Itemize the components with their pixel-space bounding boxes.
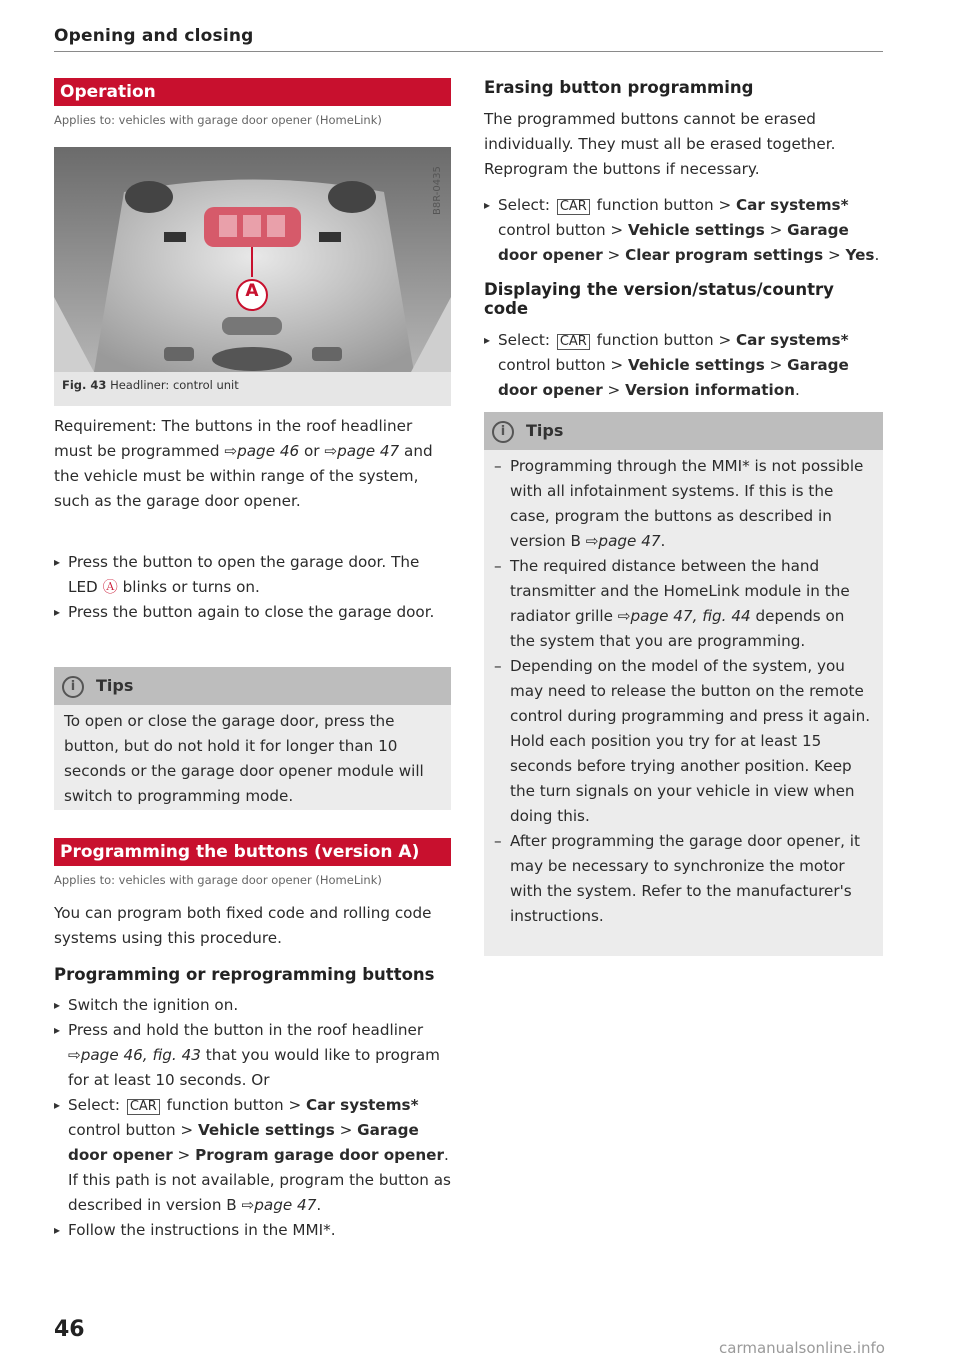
tips-header: i Tips xyxy=(484,412,883,450)
erasing-title: Erasing button programming xyxy=(484,78,754,97)
tips-body xyxy=(484,450,883,935)
callout-a: A xyxy=(245,281,259,301)
tips-header: i Tips xyxy=(54,667,451,705)
figure-label: Fig. 43 xyxy=(62,378,107,392)
car-button-label: CAR xyxy=(557,199,590,215)
programming-applies: Applies to: vehicles with garage door opener (HomeLink) xyxy=(54,873,382,887)
programming-section xyxy=(54,838,451,1243)
programming-title: Programming the buttons (version A) xyxy=(54,838,451,866)
requirement-block xyxy=(54,414,451,514)
erasing-body: The programmed buttons cannot be erased individually. They must all be erased together. Reprogram the buttons if necessary. xyxy=(484,110,836,178)
list-item: ▸ Select: CAR function button > Car systems* control button > Vehicle settings > Garage door opener > Program garage door opener. If this path is not available, program the button as described in version B ⇨page 47. xyxy=(54,1093,451,1218)
list-item: ▸ Press the button again to close the garage door. xyxy=(54,600,451,625)
list-item: ▸ Press and hold the button in the roof headliner ⇨page 46, fig. 43 that you would like to program for at least 10 seconds. Or xyxy=(54,1018,451,1093)
figure-code: B8R-0435 xyxy=(432,166,443,215)
page-ref-link[interactable]: ⇨page 47 xyxy=(241,1196,317,1214)
info-icon: i xyxy=(62,676,84,698)
car-button-label: CAR xyxy=(127,1099,160,1115)
page-ref-link[interactable]: ⇨page 47, fig. 44 xyxy=(617,607,751,625)
tips-body: To open or close the garage door, press the button, but do not hold it for longer than 10 seconds or the garage door opener module will switch to programming mode. xyxy=(64,712,424,805)
list-item: ▸ Press the button to open the garage door. The LED Ⓐ blinks or turns on. xyxy=(54,550,451,600)
page-ref-link[interactable]: ⇨page 47 xyxy=(324,442,400,460)
list-item: ▸ Switch the ignition on. xyxy=(54,993,451,1018)
figure-43 xyxy=(54,147,451,406)
page-header-title: Opening and closing xyxy=(54,26,254,46)
operation-steps xyxy=(54,550,451,625)
list-item: – After programming the garage door opener, it may be necessary to synchronize the motor with the system. Refer to the manufacturer's instructions. xyxy=(494,829,873,929)
erasing-section xyxy=(484,78,883,403)
header-rule xyxy=(54,51,883,52)
callout-a-ref: Ⓐ xyxy=(102,578,118,596)
list-item: – The required distance between the hand transmitter and the HomeLink module in the radiator grille ⇨page 47, fig. 44 depends on the system that you are programming. xyxy=(494,554,873,654)
erasing-steps xyxy=(484,193,883,268)
figure-caption xyxy=(62,378,239,392)
list-item: ▸ Follow the instructions in the MMI*. xyxy=(54,1218,451,1243)
list-item: ▸ Select: CAR function button > Car systems* control button > Vehicle settings > Garage door opener > Clear program settings > Yes. xyxy=(484,193,883,268)
operation-section xyxy=(54,78,451,406)
list-item: – Programming through the MMI* is not possible with all infotainment systems. If this is the case, program the buttons as described in version B ⇨page 47. xyxy=(494,454,873,554)
watermark: carmanualsonline.info xyxy=(719,1339,885,1357)
headliner-control-unit-image xyxy=(54,147,451,372)
page-ref-link[interactable]: ⇨page 46 xyxy=(224,442,300,460)
list-item: ▸ Select: CAR function button > Car systems* control button > Vehicle settings > Garage door opener > Version information. xyxy=(484,328,883,403)
tips-box-1 xyxy=(54,667,451,810)
list-item: – Depending on the model of the system, you may need to release the button on the remote control during programming and press it again. Hold each position you try for at least 15 seconds before trying another position. Keep the turn signals on your vehicle in view when doing this. xyxy=(494,654,873,829)
operation-title: Operation xyxy=(54,78,451,106)
tips-box-2 xyxy=(484,412,883,956)
page-ref-link[interactable]: ⇨page 46, fig. 43 xyxy=(68,1046,201,1064)
info-icon: i xyxy=(492,421,514,443)
programming-subheading: Programming or reprogramming buttons xyxy=(54,965,435,984)
display-steps xyxy=(484,328,883,403)
operation-applies: Applies to: vehicles with garage door opener (HomeLink) xyxy=(54,113,382,127)
page-number: 46 xyxy=(54,1317,85,1342)
programming-steps xyxy=(54,993,451,1243)
figure-caption-text: Headliner: control unit xyxy=(110,378,239,392)
tips-list xyxy=(494,454,873,929)
page-ref-link[interactable]: ⇨page 47 xyxy=(585,532,661,550)
display-title: Displaying the version/status/country code xyxy=(484,280,834,318)
programming-intro: You can program both fixed code and rolling code systems using this procedure. xyxy=(54,904,432,947)
car-button-label: CAR xyxy=(557,334,590,350)
requirement-text: Requirement: The buttons in the roof headliner must be programmed ⇨page 46 or ⇨page 47 and the vehicle must be within range of the system, such as the garage door opener. xyxy=(54,417,433,510)
